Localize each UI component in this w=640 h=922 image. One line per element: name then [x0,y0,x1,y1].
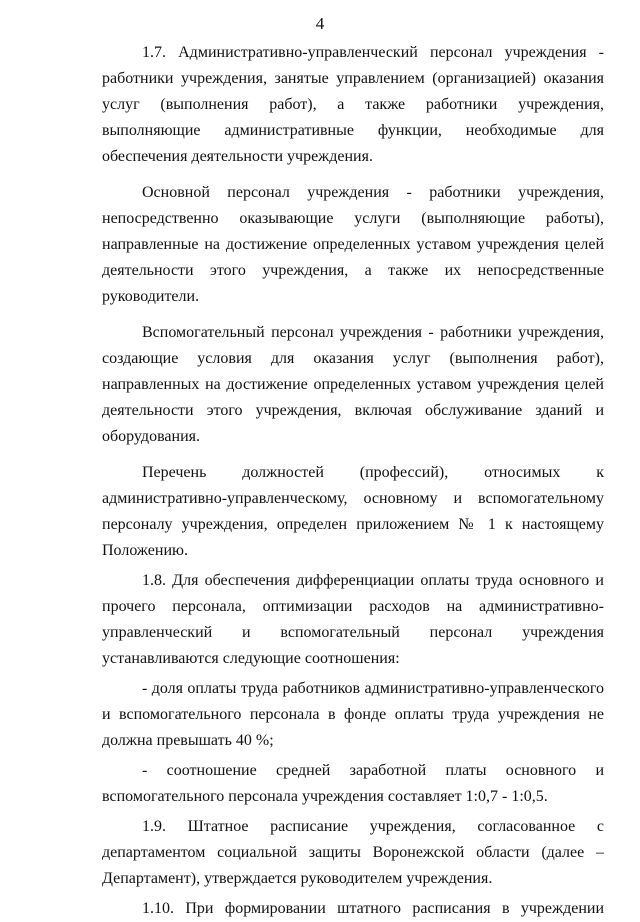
paragraph-ratio-share: - доля оплаты труда работников административно-управленческого и вспомогательного персонала в фонде оплаты труда учреждения не должна превышать 40 %; [102,680,604,749]
paragraph-support-staff: Вспомогательный персонал учреждения - работники учреждения, создающие условия для оказания услуг (выполнения работ), направленных на достижение определенных уставом учреждения целей деятельности этого учреждения, включая обслуживание зданий и оборудования. [102,324,604,445]
paragraph-1-8: 1.8. Для обеспечения дифференциации оплаты труда основного и прочего персонала, оптимизации расходов на административно-управленческий и вспомогательный персонал учреждения устанавливаются следующие соотношения: [102,572,604,667]
paragraph-ratio-salary: - соотношение средней заработной платы основного и вспомогательного персонала учреждения составляет 1:0,7 - 1:0,5. [102,762,604,805]
paragraph-1-7: 1.7. Административно-управленческий персонал учреждения - работники учреждения, занятые управлением (организацией) оказания услуг (выполнения работ), а также работники учреждения, выполняющие административные функции, необходимые для обеспечения деятельности учреждения. [102,44,604,165]
document-body [102,40,604,922]
paragraph-1-9: 1.9. Штатное расписание учреждения, согласованное с департаментом социальной защиты Воронежской области (далее – Департамент), утверждается руководителем учреждения. [102,818,604,887]
page-number: 4 [315,14,325,33]
paragraph-main-staff: Основной персонал учреждения - работники учреждения, непосредственно оказывающие услуги (выполняющие работы), направленные на достижение определенных уставом учреждения целей деятельности этого учреждения, а также их непосредственные руководители. [102,184,604,305]
paragraph-positions-list: Перечень должностей (профессий), относимых к административно-управленческому, основному и вспомогательному персоналу учреждения, определен приложением № 1 к настоящему Положению. [102,464,604,559]
paragraph-1-10: 1.10. При формировании штатного расписания в учреждении [142,900,604,917]
